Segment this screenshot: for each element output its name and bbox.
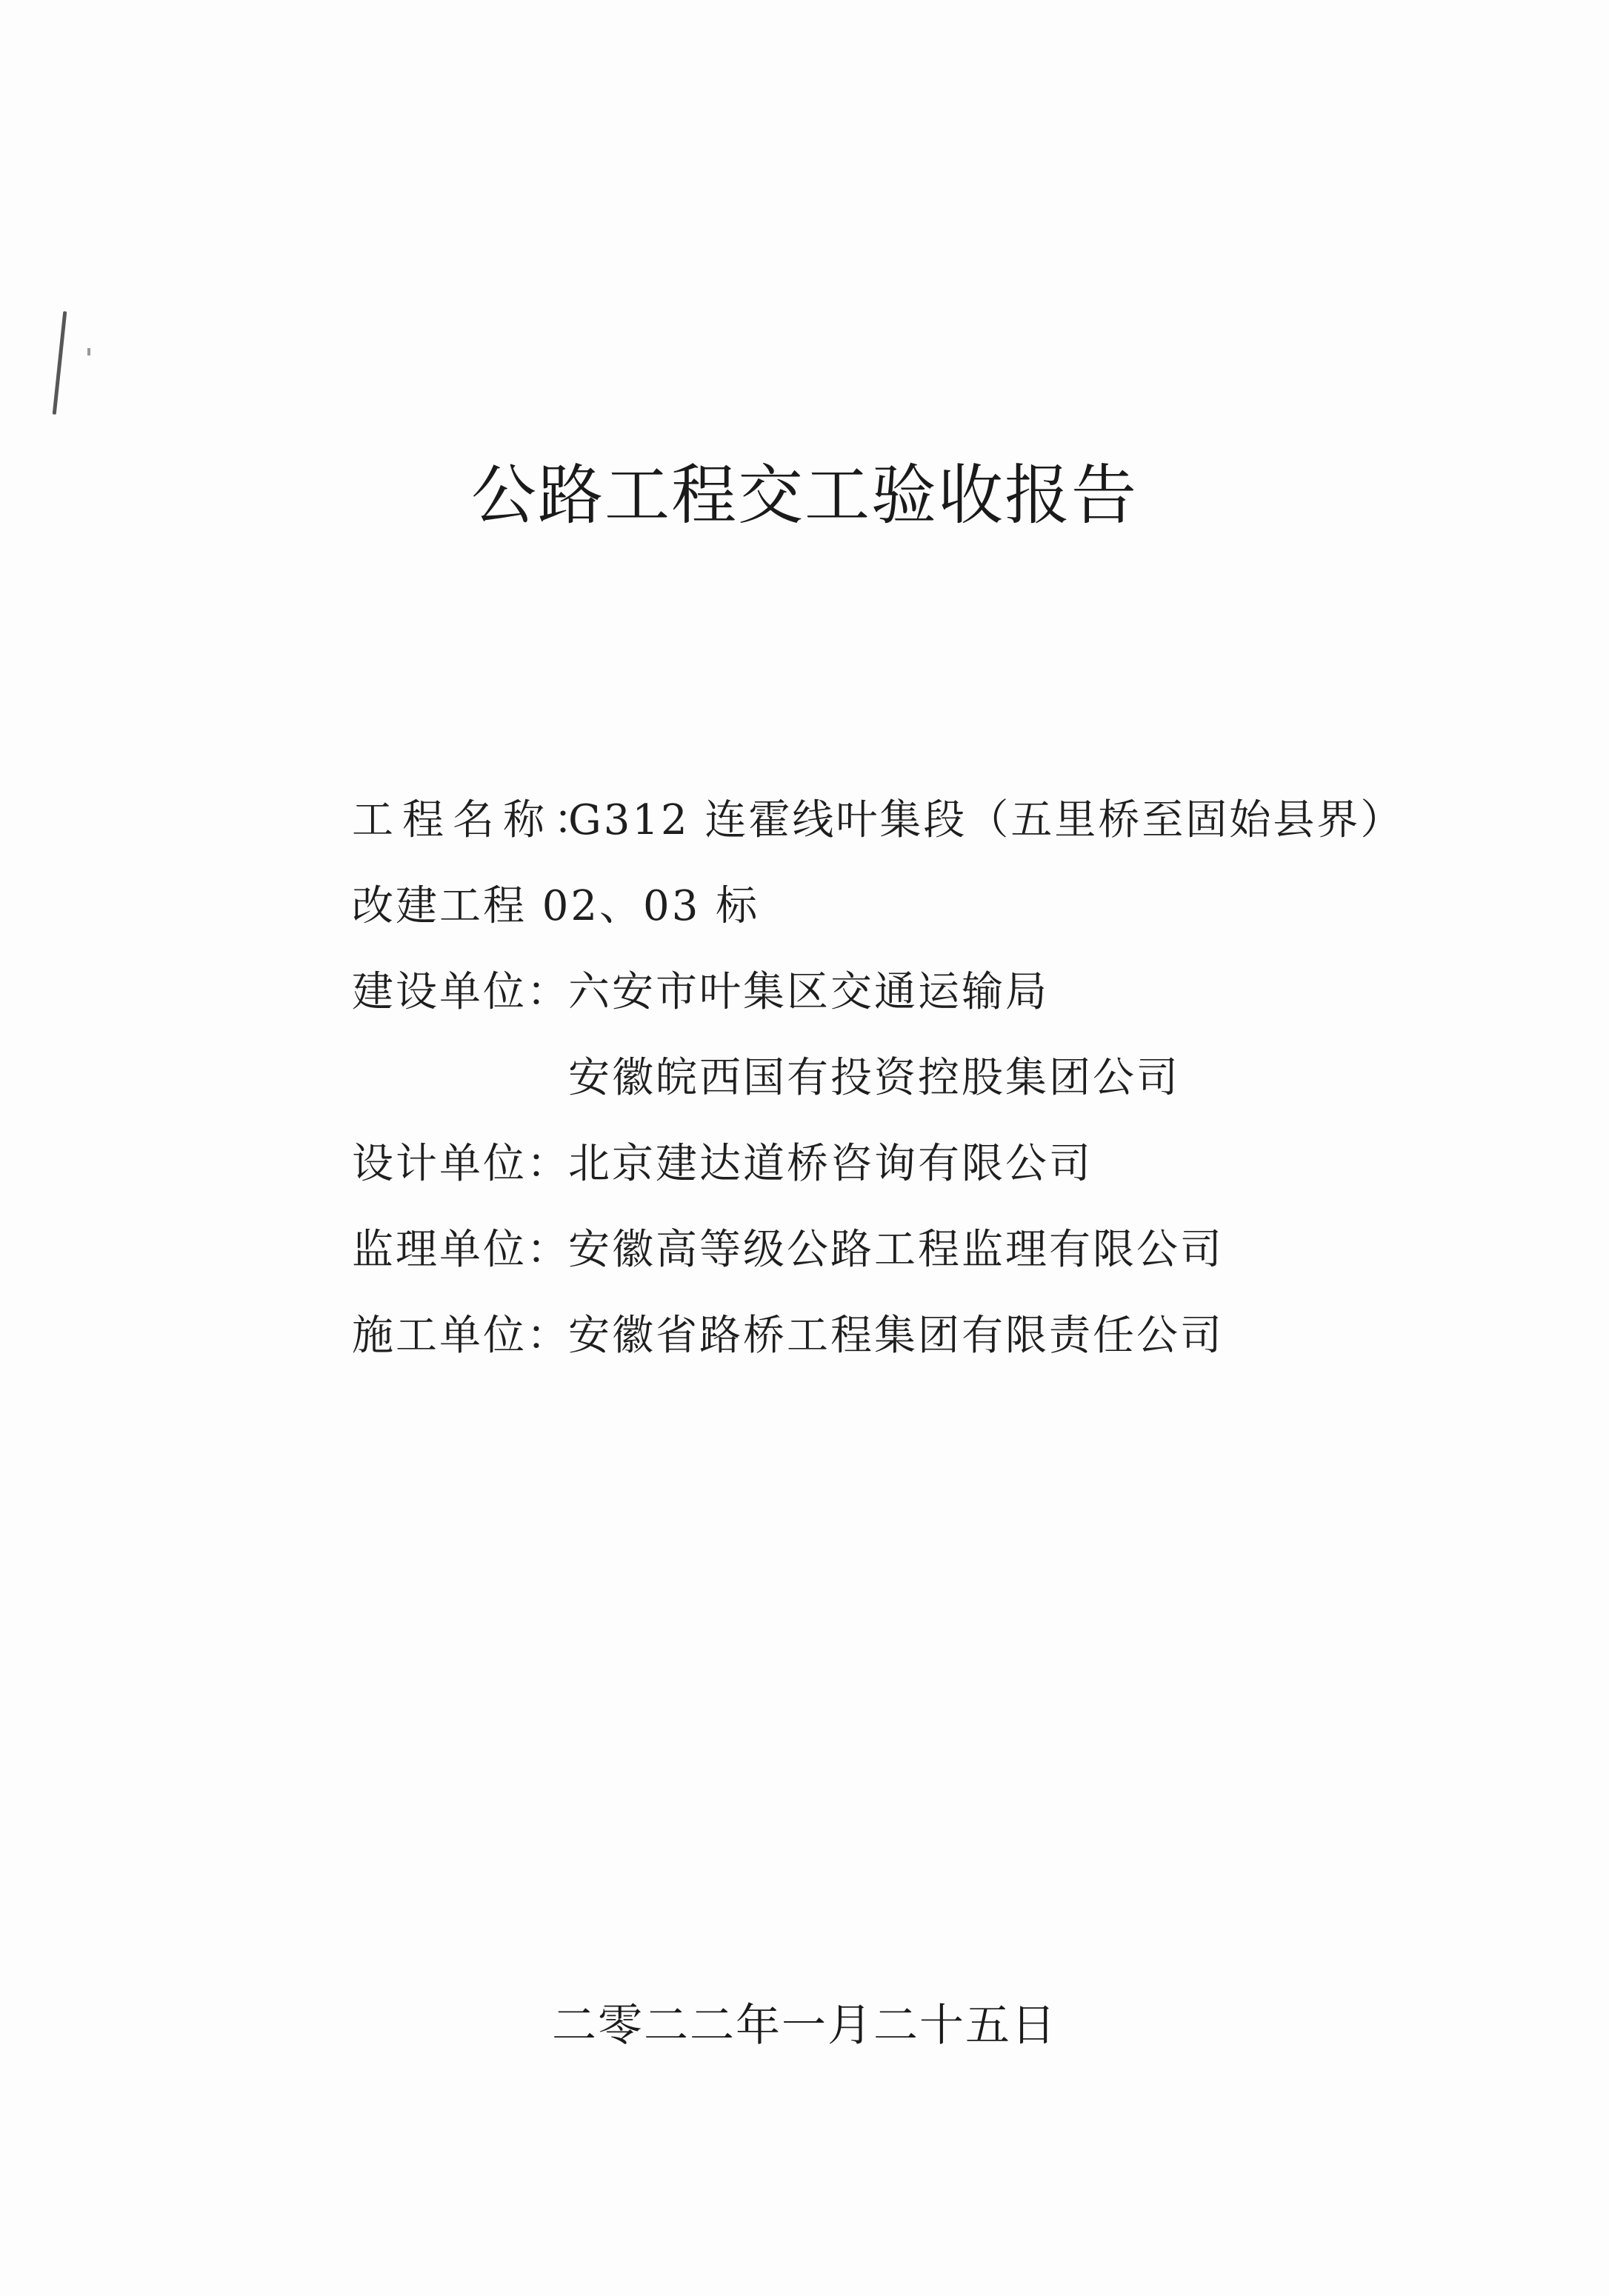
design-unit-row — [352, 1121, 1537, 1207]
contractor-unit-row — [352, 1293, 1537, 1379]
design-unit-value: 北京建达道桥咨询有限公司 — [568, 1140, 1093, 1188]
supervision-unit-row — [352, 1207, 1537, 1293]
supervision-unit-label: 监理单位： — [352, 1226, 570, 1274]
construction-unit-value-cont: 安徽皖西国有投资控股集团公司 — [568, 1054, 1180, 1102]
project-name-value: G312 连霍线叶集段（五里桥至固始县界） — [568, 796, 1405, 844]
document-date: 二零二二年一月二十五日 — [552, 2000, 1057, 2052]
construction-unit-row — [352, 950, 1537, 1035]
project-name-continuation — [352, 864, 1537, 950]
scan-artifact-mark — [53, 311, 67, 415]
scan-artifact-dot — [87, 348, 90, 356]
construction-unit-label: 建设单位： — [352, 968, 570, 1016]
project-name-value-cont: 改建工程 02、03 标 — [352, 882, 760, 930]
contractor-unit-value: 安徽省路桥工程集团有限责任公司 — [568, 1312, 1224, 1360]
supervision-unit-value: 安徽高等级公路工程监理有限公司 — [568, 1226, 1224, 1274]
document-title: 公路工程交工验收报告 — [470, 456, 1138, 533]
contractor-unit-label: 施工单位： — [352, 1312, 570, 1360]
project-name-label: 工程名称： — [352, 796, 604, 844]
construction-unit-continuation — [352, 1035, 1537, 1121]
project-name-row — [352, 778, 1537, 864]
project-info-block — [352, 778, 1537, 1379]
design-unit-label: 设计单位： — [352, 1140, 570, 1188]
construction-unit-value: 六安市叶集区交通运输局 — [568, 968, 1049, 1016]
